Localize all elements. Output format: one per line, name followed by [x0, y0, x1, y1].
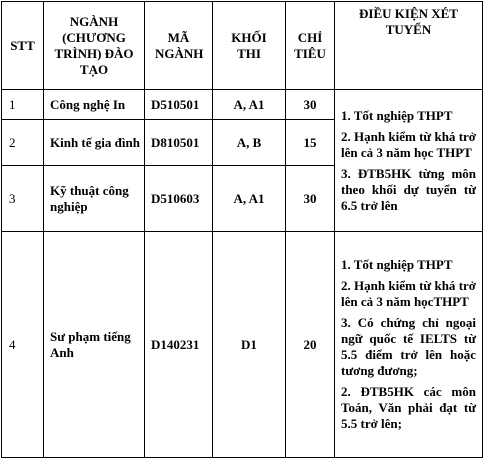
- admission-table: [1, 1, 483, 458]
- header-row: [2, 2, 483, 90]
- cell-khoi-thi: D1: [213, 232, 286, 458]
- cell-dieu-kien: [335, 90, 483, 232]
- cell-stt: 2: [2, 120, 44, 166]
- cell-khoi-thi: A, B: [213, 120, 286, 166]
- cell-ma-nganh: D510603: [145, 166, 213, 232]
- cell-ma-nganh: D810501: [145, 120, 213, 166]
- cell-stt: 1: [2, 90, 44, 120]
- header-ma-nganh: MÃ NGÀNH: [145, 2, 213, 90]
- cell-stt: 3: [2, 166, 44, 232]
- condition-item: 1. Tốt nghiệp THPT: [341, 107, 453, 123]
- table-row: [2, 232, 483, 458]
- cell-ma-nganh: D140231: [145, 232, 213, 458]
- condition-item: 2. ĐTB5HK các môn Toán, Văn phải đạt từ 5.5 trở lên;: [341, 384, 476, 431]
- cell-chi-tieu: 20: [286, 232, 335, 458]
- cell-stt: 4: [2, 232, 44, 458]
- cell-nganh: Kỹ thuật công nghiệp: [44, 166, 145, 232]
- cell-chi-tieu: 30: [286, 90, 335, 120]
- header-chi-tieu: CHỈ TIÊU: [286, 2, 335, 90]
- cell-khoi-thi: A, A1: [213, 90, 286, 120]
- cell-chi-tieu: 15: [286, 120, 335, 166]
- cell-nganh: Sư phạm tiếng Anh: [44, 232, 145, 458]
- cell-chi-tieu: 30: [286, 166, 335, 232]
- cell-nganh: Kinh tế gia đình: [44, 120, 145, 166]
- cell-dieu-kien: [335, 232, 483, 458]
- table-row: [2, 90, 483, 120]
- condition-item: 2. Hạnh kiểm từ khá trở lên cả 3 năm họcTHPT: [341, 278, 476, 309]
- cell-khoi-thi: A, A1: [213, 166, 286, 232]
- condition-item: 1. Tốt nghiệp THPT: [341, 257, 453, 272]
- cell-ma-nganh: D510501: [145, 90, 213, 120]
- condition-item: 3. ĐTB5HK từng môn theo khối dự tuyển từ 6.5 trở lên: [341, 165, 476, 213]
- condition-item: 3. Có chứng chỉ ngoại ngữ quốc tế IELTS từ 5.5 điểm trở lên hoặc tương đương;: [341, 315, 476, 378]
- cell-nganh: Công nghệ In: [44, 90, 145, 120]
- header-nganh: NGÀNH (CHƯƠNG TRÌNH) ĐÀO TẠO: [44, 2, 145, 90]
- header-dieu-kien: ĐIỀU KIỆN XÉT TUYỂN: [335, 2, 483, 90]
- header-khoi-thi: KHỐI THI: [213, 2, 286, 90]
- header-stt: STT: [2, 2, 44, 90]
- condition-item: 2. Hạnh kiểm từ khá trở lên cả 3 năm học THPT: [341, 128, 476, 160]
